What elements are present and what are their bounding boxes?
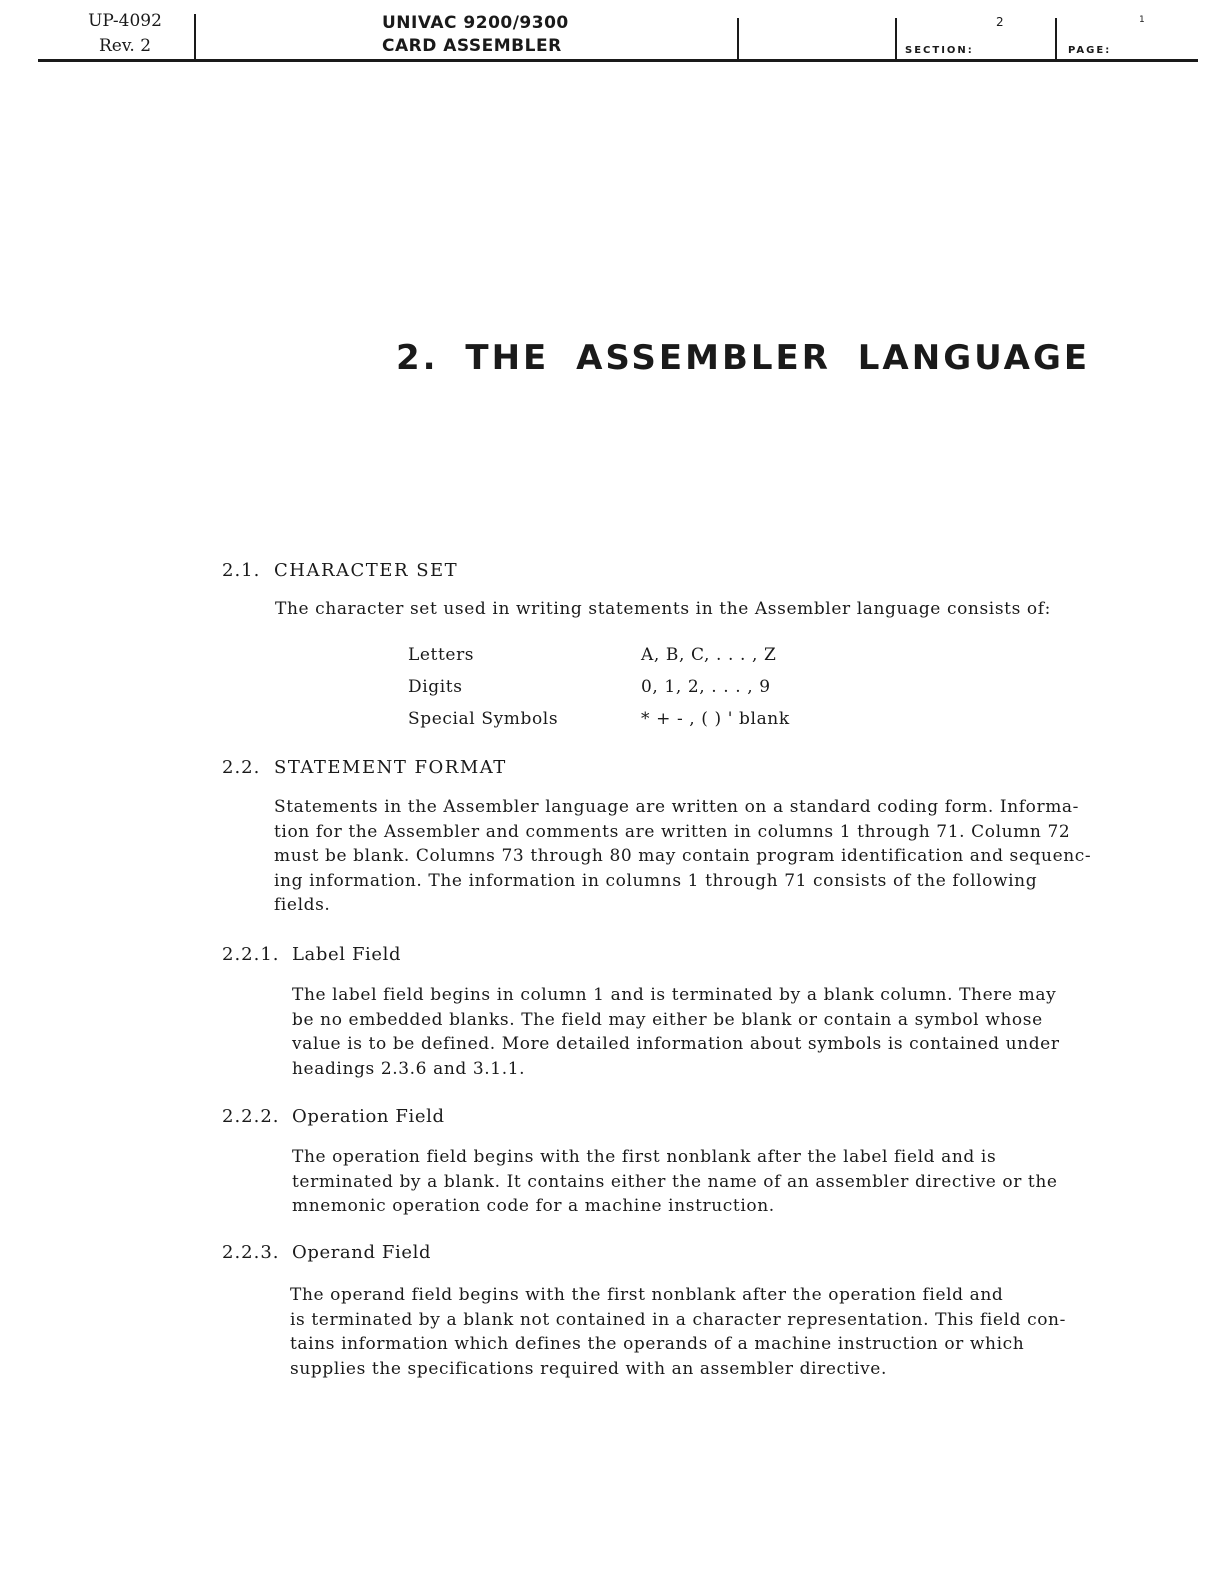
header-title-line1: UNIVAC 9200/9300 — [382, 13, 569, 33]
header-divider — [1055, 18, 1057, 60]
section-title-label-field: Label Field — [292, 944, 402, 965]
section-number: 2 — [996, 15, 1004, 29]
header-title-line2: CARD ASSEMBLER — [382, 36, 562, 56]
row-value: A, B, C, . . . , Z — [641, 645, 777, 665]
row-value: * + - , ( ) ' blank — [641, 709, 790, 729]
paragraph-line: supplies the specifications required with an assembler directive. — [290, 1358, 887, 1379]
operand-field-paragraph — [290, 1283, 1066, 1381]
row-label: Digits — [408, 677, 463, 697]
paragraph-line: must be blank. Columns 73 through 80 may contain program identification and sequenc- — [274, 846, 1092, 866]
table-row — [408, 677, 828, 709]
paragraph-line: headings 2.3.6 and 3.1.1. — [292, 1058, 526, 1079]
revision-label: Rev. 2 — [98, 36, 152, 56]
row-value: 0, 1, 2, . . . , 9 — [641, 677, 771, 697]
page-label: PAGE: — [1068, 45, 1112, 56]
section-number-2-2: 2.2. — [222, 757, 261, 778]
page-number: 1 — [1139, 15, 1145, 25]
paragraph-line: be no embedded blanks. The field may either be blank or contain a symbol whose — [292, 1009, 1043, 1030]
paragraph-line: The operand field begins with the first nonblank after the operation field and — [290, 1285, 1004, 1305]
section-title-statement-format: STATEMENT FORMAT — [274, 757, 507, 778]
paragraph-line: tion for the Assembler and comments are written in columns 1 through 71. Column 72 — [274, 821, 1071, 842]
paragraph-line: Statements in the Assembler language are written on a standard coding form. Informa- — [274, 797, 1079, 817]
paragraph-line: value is to be defined. More detailed information about symbols is contained under — [292, 1034, 1060, 1054]
paragraph-line: ing information. The information in columns 1 through 71 consists of the following — [274, 870, 1038, 891]
row-label: Special Symbols — [408, 709, 559, 729]
section-number-2-2-1: 2.2.1. — [222, 944, 280, 965]
document-number: UP-4092 — [88, 11, 162, 31]
character-set-table — [408, 645, 828, 741]
section-number-2-2-2: 2.2.2. — [222, 1106, 280, 1127]
statement-format-paragraph — [274, 795, 1091, 918]
chapter-title: 2. THE ASSEMBLER LANGUAGE — [396, 338, 1091, 378]
paragraph-line: terminated by a blank. It contains either the name of an assembler directive or the — [292, 1171, 1058, 1192]
paragraph-line: The label field begins in column 1 and is terminated by a blank column. There may — [292, 985, 1057, 1005]
paragraph-line: fields. — [274, 895, 331, 915]
table-row — [408, 645, 828, 677]
section-number-2-2-3: 2.2.3. — [222, 1242, 280, 1263]
character-set-intro: The character set used in writing statements in the Assembler language consists of: — [275, 599, 1051, 619]
row-label: Letters — [408, 645, 475, 665]
paragraph-line: is terminated by a blank not contained in a character representation. This field con- — [290, 1309, 1066, 1330]
paragraph-line: tains information which defines the operands of a machine instruction or which — [290, 1334, 1025, 1354]
header-divider — [737, 18, 739, 60]
table-row — [408, 709, 828, 741]
section-label: SECTION: — [905, 45, 974, 56]
section-number-2-1: 2.1. — [222, 560, 261, 581]
section-title-operand-field: Operand Field — [292, 1242, 432, 1263]
header-rule — [38, 59, 1198, 62]
header-divider — [895, 18, 897, 60]
label-field-paragraph — [292, 983, 1060, 1081]
operation-field-paragraph — [292, 1145, 1058, 1219]
section-title-operation-field: Operation Field — [292, 1106, 445, 1127]
section-title-character-set: CHARACTER SET — [274, 560, 459, 581]
header-divider — [194, 14, 196, 60]
paragraph-line: mnemonic operation code for a machine instruction. — [292, 1196, 775, 1216]
paragraph-line: The operation field begins with the first nonblank after the label field and is — [292, 1147, 997, 1167]
